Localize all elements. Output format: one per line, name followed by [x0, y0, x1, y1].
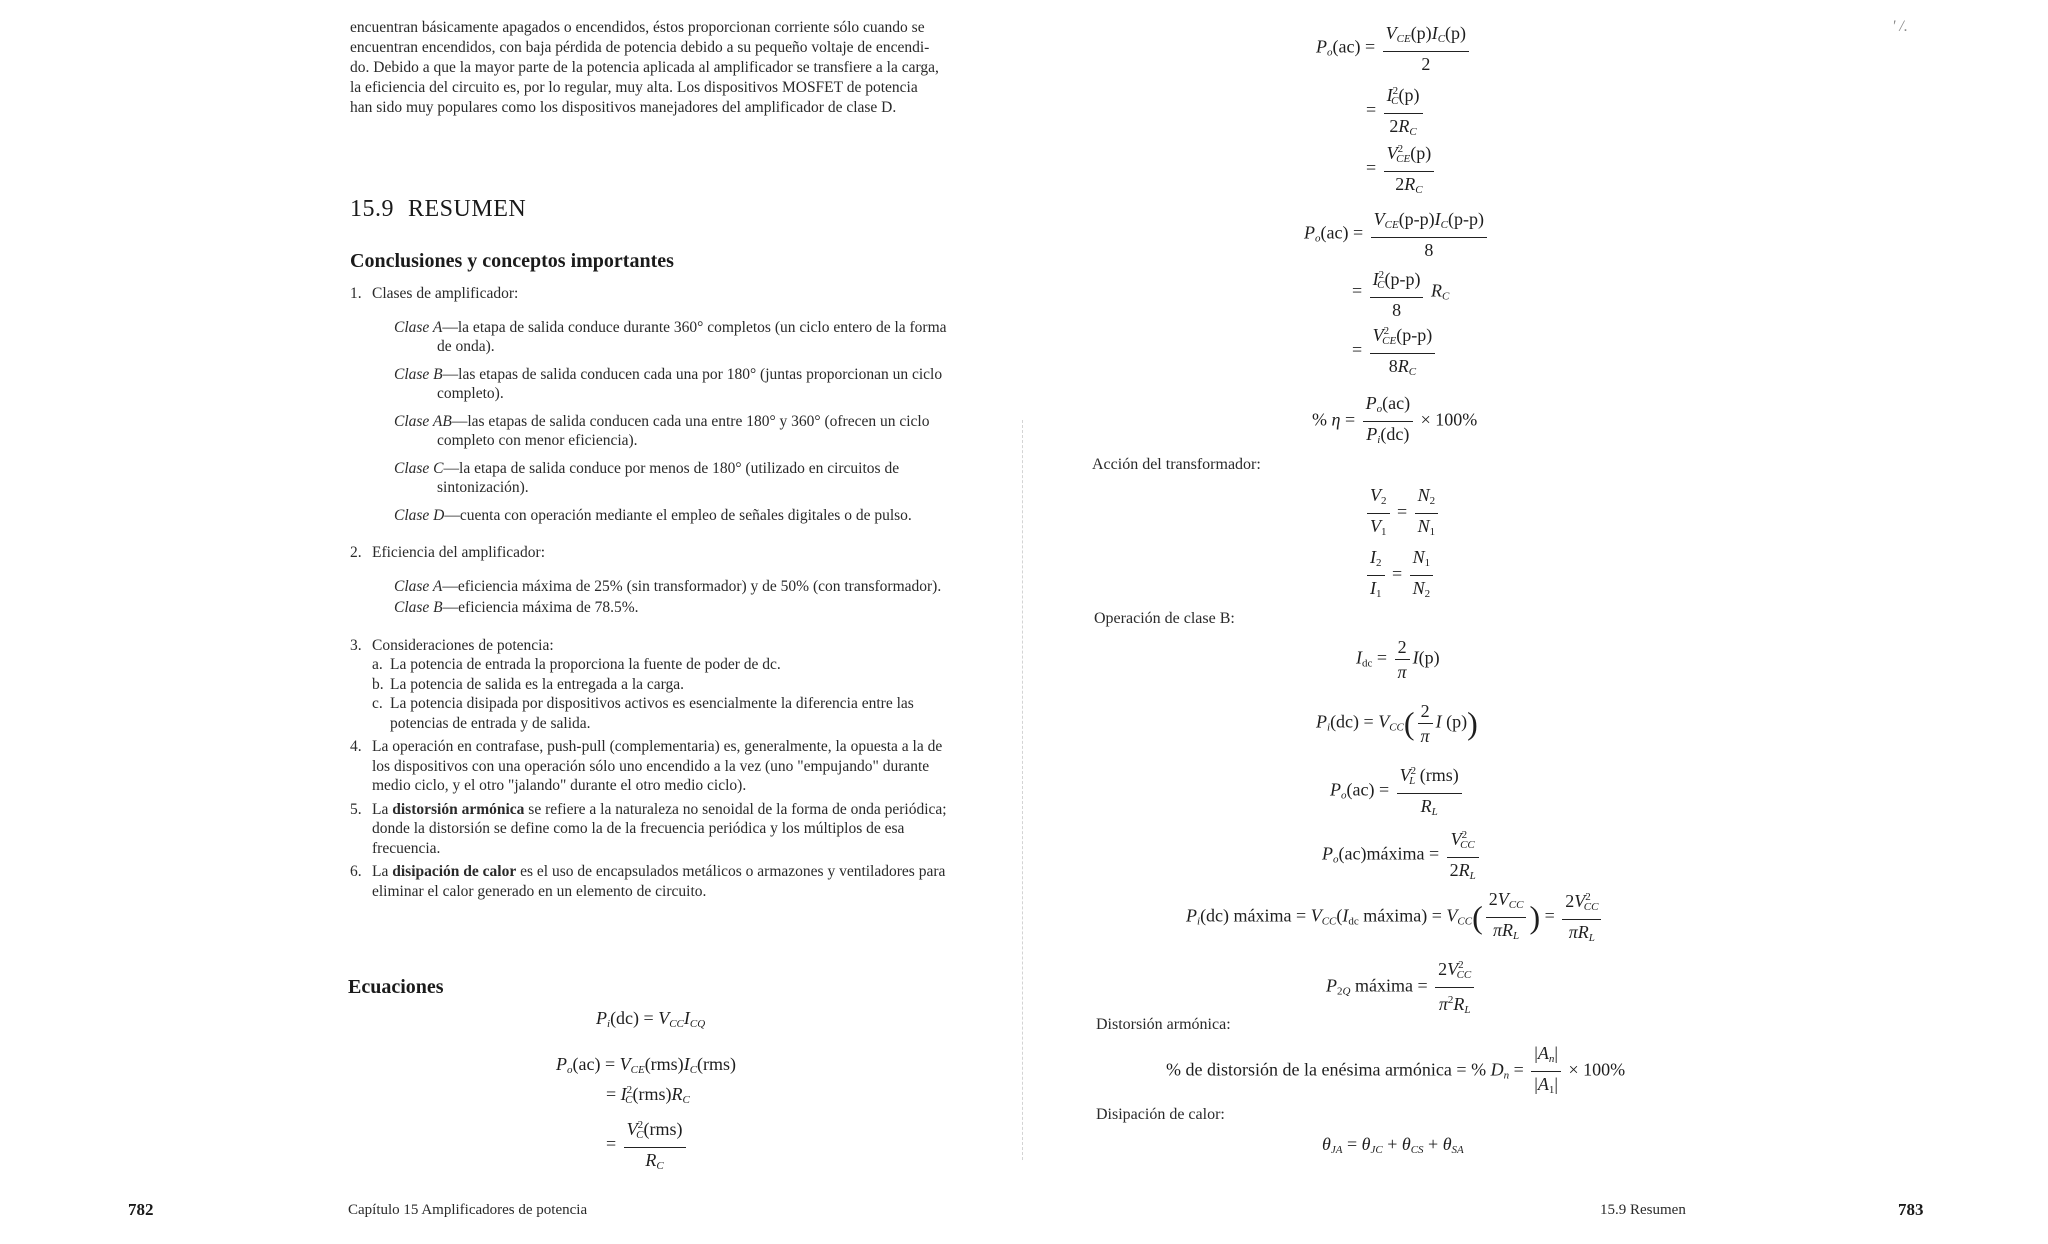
class-text: —las etapas de salida conducen cada una entre 180° y 360° (ofrecen un ciclo completo con menor eficiencia).	[437, 412, 930, 449]
page-number: 783	[1898, 1200, 1924, 1219]
list-number: 6.	[350, 863, 362, 880]
max-label: máxima	[1354, 975, 1413, 996]
corner-mark: ' /.	[1892, 18, 1908, 35]
list-item	[350, 284, 958, 525]
equation-po-ac-peak-3: = $\frac{V^2_{CE}(p)}{2R_C}$	[1366, 138, 1437, 201]
equation-po-ac-pp-3: = $\frac{V^2_{CE}(p-p)}{8R_C}$	[1352, 320, 1438, 383]
class-name: Clase B	[394, 599, 443, 616]
max-label: máxima	[1366, 843, 1425, 864]
sub-item	[372, 655, 958, 675]
subheading-conclusions: Conclusiones y conceptos importantes	[350, 250, 674, 272]
label-transformer: Acción del transformador:	[1092, 456, 1261, 473]
term-heat-dissipation: disipación de calor	[392, 863, 517, 880]
equation-po-ac-rms-3: = $\frac{V^2_C(rms)}{R_C}$	[606, 1114, 689, 1177]
equation-pi-dc: $P_i(dc) = V_{CC}I_{CQ}$	[596, 1008, 706, 1030]
intro-line: han sido muy populares como los dispositivos manejadores del amplificador de clase D.	[350, 99, 897, 116]
section-title	[350, 196, 526, 223]
equation-idc: $I_{dc}$ = $\frac{2}{\pi}$ I(p)	[1356, 637, 1440, 682]
list-number: 3.	[350, 636, 362, 654]
sub-letter: a.	[372, 656, 383, 673]
class-entry	[394, 318, 958, 357]
intro-line: encuentran básicamente apagados o encendidos, éstos proporcionan corriente sólo cuando se	[350, 19, 925, 36]
class-name: Clase D	[394, 506, 445, 524]
list-text: se refiere a la naturaleza no senoidal de la forma de onda periódica; donde la distorsión se define como la de la frecuencia periódica y los múltiplos de esa frecuencia.	[372, 800, 947, 857]
label-classB: Operación de clase B:	[1094, 610, 1235, 627]
list-item	[350, 636, 958, 734]
equation-current-ratio: $\frac{I_2}{I_1}$ = $\frac{N_1}{N_2}$	[1364, 546, 1436, 605]
class-name: Clase A	[394, 318, 443, 336]
class-name: Clase B	[394, 365, 443, 383]
class-name: Clase AB	[394, 412, 452, 430]
equation-efficiency: % η = $\frac{P_o(ac)}{P_i(dc)}$ × 100%	[1312, 393, 1478, 446]
class-text: —la etapa de salida conduce por menos de 180° (utilizado en circuitos de sintonización).	[437, 459, 900, 496]
equation-pi-dc-max: $P_i(dc)$ máxima = $V_{CC}(I_{dc}$ máxima) = $V_{CC}$( $\frac{2V_{CC}}{\pi R_L}$ ) = $\frac{2V^2_{CC}}{\pi R_L}$	[1186, 886, 1604, 949]
class-entry	[394, 506, 958, 526]
equation-po-ac-pp: $P_o(ac)$ = $\frac{V_{CE}(p-p)I_C(p-p)}{8}$	[1304, 208, 1490, 261]
class-name: Clase A	[394, 577, 443, 595]
equation-po-ac-pp-2: = $\frac{I^2_C(p-p)}{8}$ $R_C$	[1352, 264, 1449, 321]
class-entry	[394, 459, 958, 498]
class-name: Clase C	[394, 459, 444, 477]
term-harmonic-distortion: distorsión armónica	[392, 800, 525, 818]
list-text: Eficiencia del amplificador:	[372, 544, 545, 561]
sub-item	[372, 694, 958, 733]
sub-item	[372, 675, 958, 695]
intro-line: do. Debido a que la mayor parte de la potencia aplicada al amplificador se transfiere a la carga,	[350, 59, 939, 76]
sub-letter: b.	[372, 675, 384, 693]
intro-line: la eficiencia del circuito es, por lo regular, muy alta. Los dispositivos MOSFET de potencia	[350, 79, 918, 96]
equation-po-ac-rms-2: = $I^2_C(rms)R_C$	[606, 1084, 690, 1106]
list-text: Clases de amplificador:	[372, 285, 519, 302]
sub-letter: c.	[372, 695, 383, 712]
intro-paragraph	[350, 18, 956, 118]
class-text: —cuenta con operación mediante el empleo de señales digitales o de pulso.	[444, 506, 912, 524]
equation-po-ac-rms: $P_o(ac) = V_{CE}(rms)I_C(rms)$	[556, 1054, 737, 1076]
sub-text: La potencia de salida es la entregada a la carga.	[390, 675, 685, 693]
class-text: —las etapas de salida conducen cada una por 180° (juntas proporcionan un ciclo completo).	[437, 365, 943, 402]
list-number: 2.	[350, 544, 362, 561]
harmonic-eq-label: % de distorsión de la enésima armónica	[1166, 1059, 1452, 1080]
list-text: La operación en contrafase, push-pull (complementaria) es, generalmente, la opuesta a la de los dispositivos con una operación sólo uno encendido a la vez (uno "empujando" durante medio ciclo, y el otro "jalando" durante el otro medio ciclo).	[372, 738, 943, 794]
equation-po-ac-peak-2: = $\frac{I^2_C(p)}{2R_C}$	[1366, 80, 1426, 143]
list-text: La	[372, 800, 393, 818]
subheading-equations: Ecuaciones	[348, 976, 444, 998]
right-page	[1024, 0, 2048, 1244]
sub-text: La potencia disipada por dispositivos activos es esencialmente la diferencia entre las potencias de entrada y de salida.	[390, 695, 914, 732]
equation-harmonic-distortion: % de distorsión de la enésima armónica = % $D_n$ = $\frac{|A_n|}{|A_1|}$ × 100%	[1166, 1043, 1626, 1096]
list-number: 5.	[350, 800, 362, 818]
gutter-divider	[1022, 420, 1023, 1160]
label-heat: Disipación de calor:	[1096, 1106, 1225, 1123]
section-number: 15.9	[350, 196, 394, 222]
equation-p2q-max: $P_{2Q}$ máxima = $\frac{2V^2_{CC}}{\pi^2R_L}$	[1326, 954, 1477, 1021]
class-entry	[394, 598, 958, 618]
page-number: 782	[128, 1200, 154, 1219]
class-entry	[394, 412, 958, 451]
max-label: máxima	[1233, 905, 1292, 926]
list-number: 4.	[350, 738, 362, 755]
sub-text: La potencia de entrada la proporciona la fuente de poder de dc.	[390, 656, 781, 673]
list-text: es el uso de encapsulados metálicos o armazones y ventiladores para eliminar el calor generado en un elemento de circuito.	[372, 863, 946, 900]
list-item	[350, 800, 958, 859]
list-number: 1.	[350, 285, 362, 302]
class-text: —la etapa de salida conduce durante 360° completos (un ciclo entero de la forma de onda).	[437, 318, 947, 355]
equation-po-ac-max: $P_o(ac)máxima$ = $\frac{V^2_{CC}}{2R_L}$	[1322, 824, 1482, 887]
conclusions-list	[350, 284, 958, 905]
list-text: La	[372, 863, 393, 880]
equation-pi-dc-classB: $P_i(dc) = V_{CC}$( $\frac{2}{\pi}$ I (p))	[1316, 701, 1478, 746]
class-text: —eficiencia máxima de 25% (sin transformador) y de 50% (con transformador).	[442, 577, 942, 595]
equation-po-ac-peak: $P_o(ac)$ = $\frac{V_{CE}(p)I_C(p)}{2}$	[1316, 22, 1472, 75]
equation-po-ac-classB: $P_o(ac)$ = $\frac{V^2_L (rms)}{R_L}$	[1330, 760, 1465, 823]
label-harmonic: Distorsión armónica:	[1096, 1016, 1231, 1033]
running-head: 15.9 Resumen	[1600, 1202, 1686, 1218]
class-entry	[394, 365, 958, 404]
intro-line: encuentran encendidos, con baja pérdida de potencia debido a su pequeño voltaje de encendi-	[350, 39, 930, 56]
list-text: Consideraciones de potencia:	[372, 636, 554, 654]
list-item	[350, 862, 958, 901]
max-label: máxima	[1363, 905, 1422, 926]
list-item	[350, 737, 958, 796]
class-entry	[394, 577, 958, 597]
running-head: Capítulo 15 Amplificadores de potencia	[348, 1202, 588, 1218]
list-item	[350, 543, 958, 618]
equation-voltage-ratio: $\frac{V_2}{V_1}$ = $\frac{N_2}{N_1}$	[1364, 484, 1441, 543]
class-text: —eficiencia máxima de 78.5%.	[442, 599, 639, 616]
equation-thermal: $\theta_{JA} = \theta_{JC} + \theta_{CS} + \theta_{SA}$	[1322, 1134, 1464, 1156]
section-name: RESUMEN	[408, 196, 527, 222]
